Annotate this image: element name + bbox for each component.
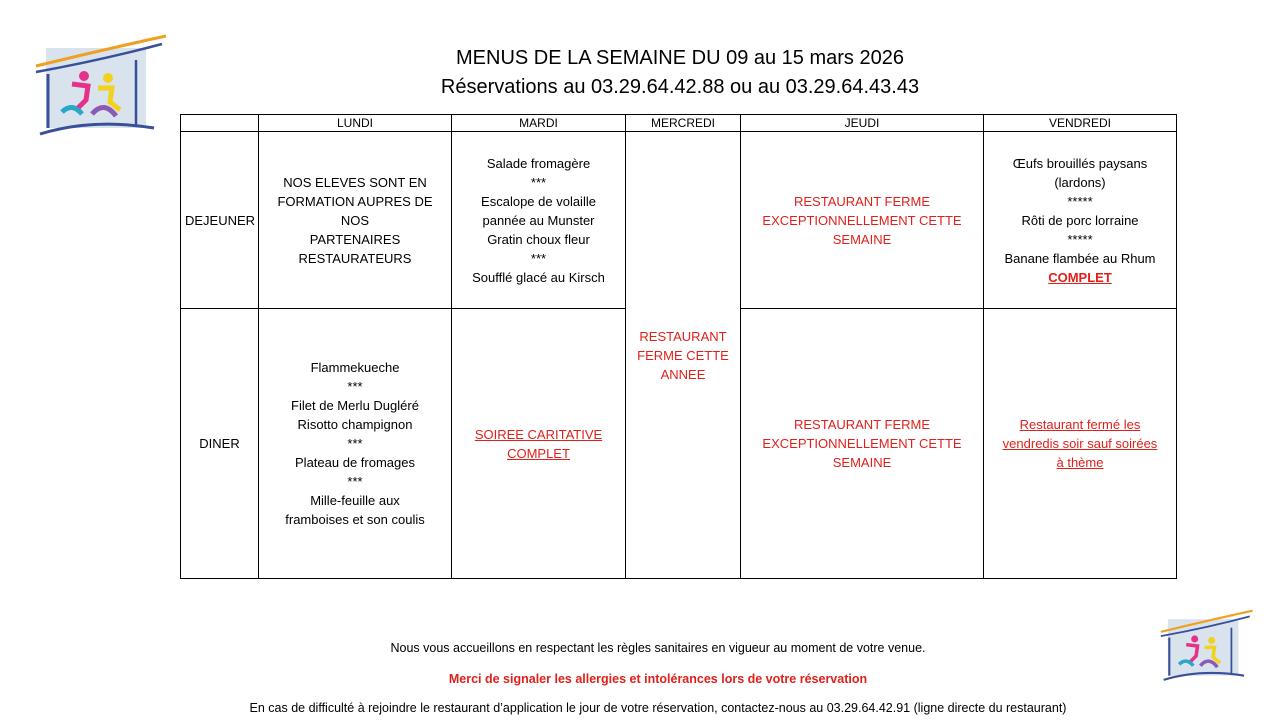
cell-vendredi-diner: Restaurant fermé les vendredis soir sauf soirées à thème <box>984 309 1177 579</box>
title-line-reservations: Réservations au 03.29.64.42.88 ou au 03.29.64.43.43 <box>440 76 920 98</box>
header-vendredi: VENDREDI <box>984 115 1177 132</box>
header-mercredi: MERCREDI <box>626 115 741 132</box>
lunch-row <box>181 132 1177 309</box>
cell-jeudi-diner: RESTAURANT FERME EXCEPTIONNELLEMENT CETTE SEMAINE <box>741 309 984 579</box>
cell-jeudi-dejeuner: RESTAURANT FERME EXCEPTIONNELLEMENT CETTE SEMAINE <box>741 132 984 309</box>
cell-lundi-diner: Flammekueche *** Filet de Merlu Dugléré Risotto champignon *** Plateau de fromages *** Mille-feuille aux framboises et son coulis <box>259 309 452 579</box>
header-row <box>181 115 1177 132</box>
row-label-diner: DINER <box>181 309 259 579</box>
row-label-dejeuner: DEJEUNER <box>181 132 259 309</box>
cell-mardi-diner: SOIREE CARITATIVE COMPLET <box>452 309 626 579</box>
header-mardi: MARDI <box>452 115 626 132</box>
cell-mardi-dejeuner: Salade fromagère *** Escalope de volaille pannée au Munster Gratin choux fleur *** Soufflé glacé au Kirsch <box>452 132 626 309</box>
footer-contact-note: En cas de difficulté à rejoindre le restaurant d’application le jour de votre réservation, contactez-nous au 03.29.64.42.91 (ligne directe du restaurant) <box>249 701 1067 715</box>
weekly-menu-table <box>180 114 1177 579</box>
header-empty-cell <box>181 115 259 132</box>
cell-vendredi-dejeuner: Œufs brouillés paysans (lardons) ***** Rôti de porc lorraine ***** Banane flambée au Rhum COMPLET <box>984 132 1177 309</box>
footer-allergy-note: Merci de signaler les allergies et intolérances lors de votre réservation <box>448 672 868 686</box>
page-title <box>280 44 1080 102</box>
status-complet-vendredi: COMPLET <box>1048 269 1112 285</box>
header-lundi: LUNDI <box>259 115 452 132</box>
cell-mercredi-merged: RESTAURANT FERME CETTE ANNEE <box>626 132 741 579</box>
restaurant-logo <box>32 30 168 142</box>
header-jeudi: JEUDI <box>741 115 984 132</box>
footer-sanitary-note: Nous vous accueillons en respectant les règles sanitaires en vigueur au moment de votre venue. <box>390 641 926 655</box>
cell-lundi-dejeuner: NOS ELEVES SONT EN FORMATION AUPRES DE NOS PARTENAIRES RESTAURATEURS <box>259 132 452 309</box>
title-line-week: MENUS DE LA SEMAINE DU 09 au 15 mars 2026 <box>456 47 904 69</box>
